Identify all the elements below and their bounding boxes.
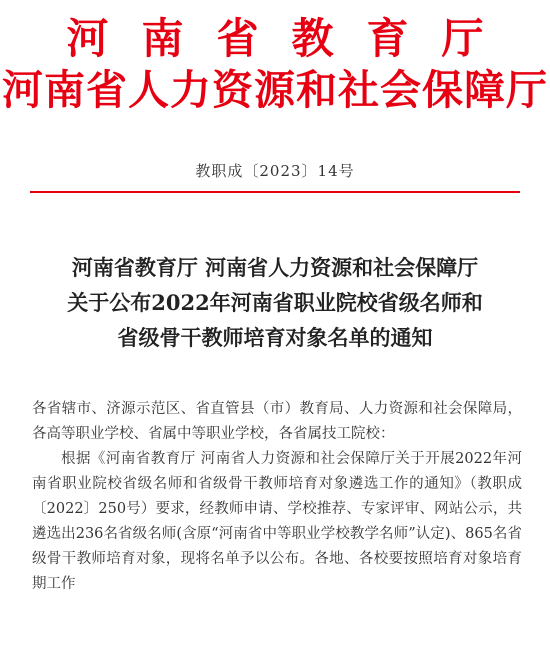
addressee-paragraph: 各省辖市、济源示范区、省直管县（市）教育局、人力资源和社会保障局，各高等职业学校、省属中等职业学校，各省属技工院校： <box>32 401 522 442</box>
title-line-2: 关于公布2022年河南省职业院校省级名师和 <box>67 290 483 315</box>
letterhead-education-department: 河南省教育厅 <box>66 14 517 63</box>
document-body <box>32 397 522 597</box>
red-separator-line <box>30 191 520 193</box>
letterhead-hrss-department: 河南省人力资源和社会保障厅 <box>2 66 548 114</box>
title-line-1: 河南省教育厅 河南省人力资源和社会保障厅 <box>71 255 479 280</box>
document-title <box>0 250 550 355</box>
body-paragraph-1: 根据《河南省教育厅 河南省人力资源和社会保障厅关于开展2022年河南省职业院校省级名师和省级骨干教师培育对象遴选工作的通知》（教职成〔2022〕250号）要求，经教师申请、学校推荐、专家评审、网站公示，共遴选出236名省级名师(含原“河南省中等职业学校教学名师”认定)、865名省级骨干教师培育对象，现将名单予以公布。各地、各校要按照培育对象培育期工作 <box>32 451 522 592</box>
document-number: 教职成〔2023〕14号 <box>195 162 355 180</box>
title-line-3: 省级骨干教师培育对象名单的通知 <box>117 325 433 350</box>
